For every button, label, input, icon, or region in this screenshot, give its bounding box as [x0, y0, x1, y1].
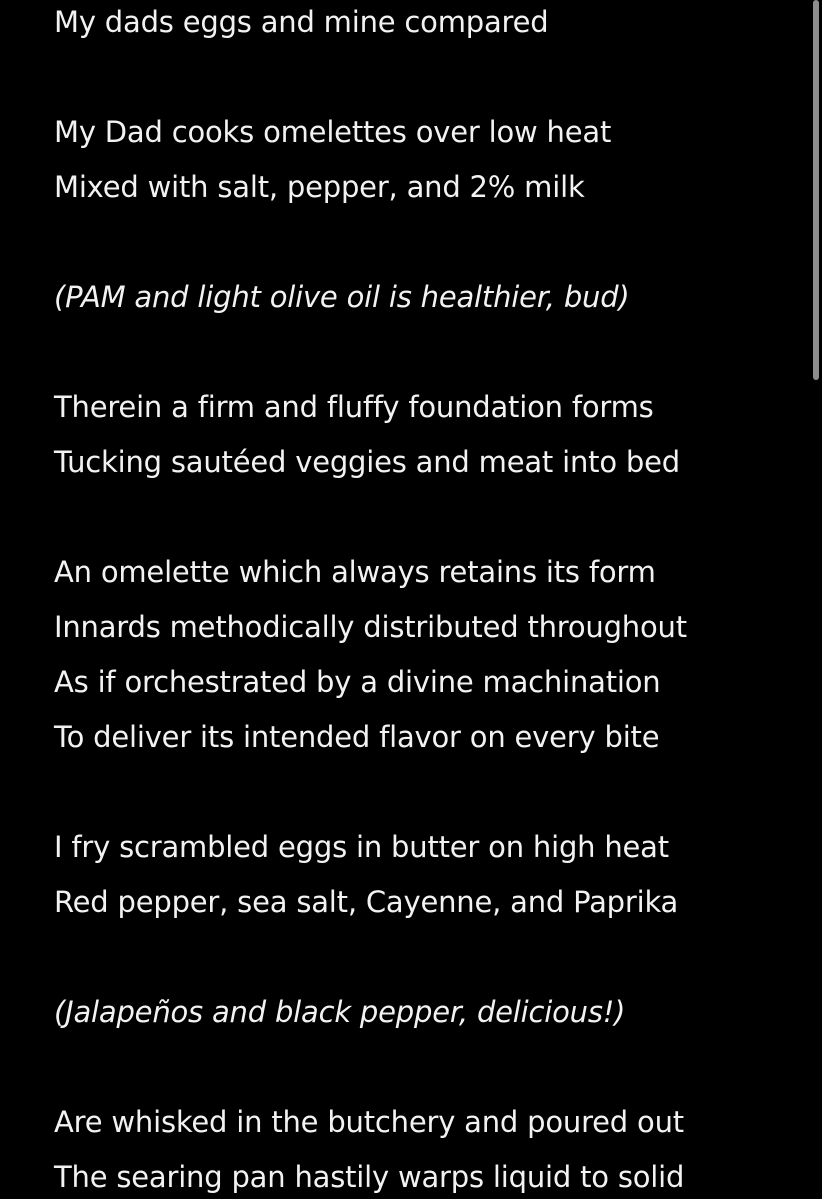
note-line: As if orchestrated by a divine machination — [54, 665, 661, 699]
note-line: Therein a firm and fluffy foundation forms — [54, 390, 654, 424]
note-line-aside: (PAM and light olive oil is healthier, bud) — [54, 280, 630, 314]
note-line: An omelette which always retains its form — [54, 555, 656, 589]
blank-line — [54, 772, 806, 827]
note-line: The searing pan hastily warps liquid to solid — [54, 1160, 685, 1194]
note-line: Red pepper, sea salt, Cayenne, and Paprika — [54, 885, 679, 919]
note-body[interactable] — [54, 2, 806, 1199]
note-line: Mixed with salt, pepper, and 2% milk — [54, 170, 585, 204]
scrollbar-track[interactable] — [808, 0, 822, 1199]
blank-line — [54, 332, 806, 387]
blank-line — [54, 937, 806, 992]
note-line: Innards methodically distributed throughout — [54, 610, 687, 644]
note-line: My Dad cooks omelettes over low heat — [54, 115, 612, 149]
note-line: To deliver its intended flavor on every bite — [54, 720, 660, 754]
blank-line — [54, 1047, 806, 1102]
note-line: Are whisked in the butchery and poured out — [54, 1105, 684, 1139]
note-line: I fry scrambled eggs in butter on high heat — [54, 830, 669, 864]
note-line-title: My dads eggs and mine compared — [54, 5, 549, 39]
blank-line — [54, 497, 806, 552]
scrollbar-thumb[interactable] — [813, 0, 819, 380]
blank-line — [54, 222, 806, 277]
blank-line — [54, 57, 806, 112]
note-line-aside: (Jalapeños and black pepper, delicious!) — [54, 995, 626, 1029]
note-line: Tucking sautéed veggies and meat into bed — [54, 445, 680, 479]
